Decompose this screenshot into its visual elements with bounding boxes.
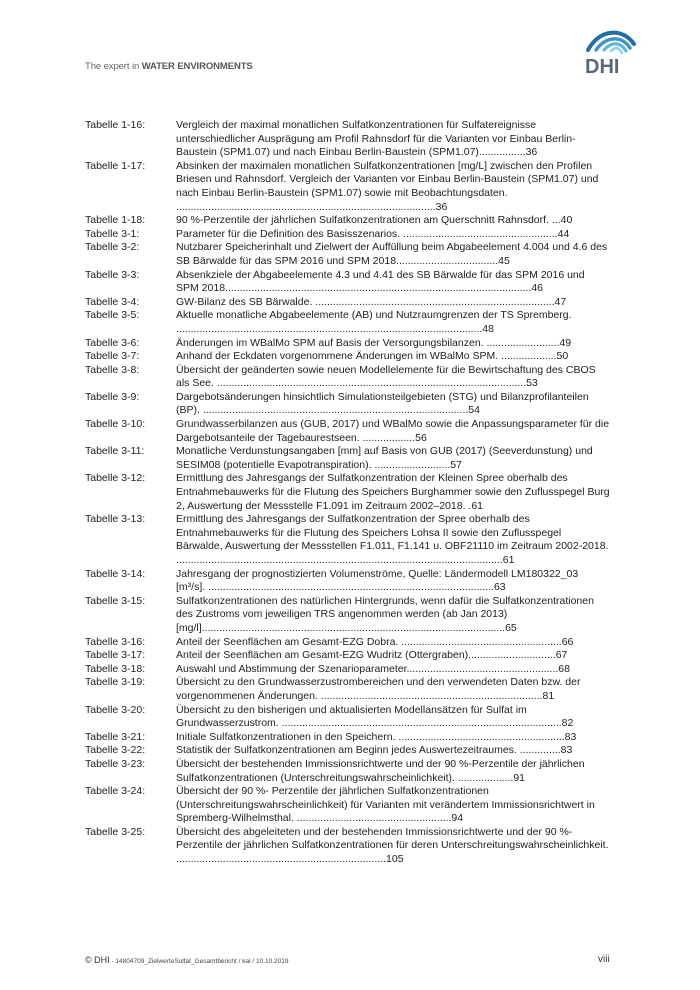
toc-entry-text: Vergleich der maximal monatlichen Sulfatkonzentrationen für Sulfatereignisse unterschiedlicher Ausprägung am Profil Rahnsdorf für die Varianten vor Einbau Berlin-Baustein (SPM1.07) und nach Einbau Berlin-Baustein (SPM1.07)................36 — [176, 119, 576, 159]
toc-entry-text: Übersicht zu den Grundwasserzustrombereichen und den verwendeten Daten bzw. der vorgenommenen Änderungen. ............................................................................81 — [176, 676, 581, 702]
header-tagline — [85, 61, 253, 72]
toc-entry-text: Nutzbarer Speicherinhalt und Zielwert der Auffüllung beim Abgabeelement 4.004 und 4.6 des SB Bärwalde für das SPM 2016 und SPM 2018...................................45 — [176, 241, 608, 267]
table-list — [85, 119, 610, 867]
toc-entry-number: Tabelle 3-16: — [85, 635, 146, 648]
toc-entry-number: Tabelle 1-18: — [85, 214, 146, 227]
toc-entry[interactable] — [85, 785, 610, 826]
toc-entry-number: Tabelle 3-1: — [85, 227, 140, 240]
toc-entry-text: GW-Bilanz des SB Bärwalde. ..................................................................................47 — [176, 295, 567, 308]
toc-entry[interactable] — [85, 296, 610, 310]
toc-entry-number: Tabelle 3-22: — [85, 744, 146, 757]
toc-entry-text: Übersicht zu den bisherigen und aktualisierten Modellansätzen für Sulfat im Grundwasserzustrom. ................................................................................................82 — [176, 703, 574, 730]
toc-entry-number: Tabelle 3-23: — [85, 757, 146, 770]
toc-entry[interactable] — [85, 391, 610, 418]
toc-entry-text: Statistik der Sulfatkonzentrationen am Beginn jedes Auswertezeitraumes. ..............83 — [176, 744, 573, 757]
toc-entry[interactable] — [85, 649, 610, 663]
toc-entry[interactable] — [85, 214, 610, 228]
toc-entry[interactable] — [85, 731, 610, 745]
toc-entry-text: Übersicht der bestehenden Immissionsrichtwerte und der 90 %-Perzentile der jährlichen Sulfatkonzentrationen (Unterschreitungswahrscheinlichkeit). ...................91 — [176, 757, 585, 784]
toc-entry-text: Anteil der Seenflächen am Gesamt-EZG Dobra. .......................................................66 — [176, 635, 574, 648]
toc-entry-text: Übersicht der 90 %- Perzentile der jährlichen Sulfatkonzentrationen (Unterschreitungswahrscheinlichkeit) für Varianten mit verändertem Immissionsrichtwert in Spremberg-Wilhelmsthal. .....................................................94 — [176, 785, 595, 825]
footer-info — [85, 955, 289, 965]
toc-entry-text: Anhand der Eckdaten vorgenommene Änderungen im WBalMo SPM. ...................50 — [176, 350, 569, 363]
footer-doc-info: - 14804709_ZielwerteSulfat_Gesamtbericht / kal / 10.10.2019 — [109, 958, 289, 965]
toc-entry-text: Aktuelle monatliche Abgabeelemente (AB) und Nutzraumgrenzen der TS Spremberg. .........................................................................................................48 — [176, 309, 572, 335]
tagline-bold: WATER ENVIRONMENTS — [141, 61, 253, 72]
toc-entry-number: Tabelle 3-14: — [85, 567, 146, 580]
toc-entry[interactable] — [85, 269, 610, 296]
toc-entry-text: Ermittlung des Jahresgangs der Sulfatkonzentration der Kleinen Spree oberhalb des Entnahmebauwerks für die Flutung des Speichers Burghammer sowie den Zuflusspegel Burg 2, Auswertung der Messstelle F1.091 im Zeitraum 2002–2018. .61 — [176, 472, 610, 512]
toc-entry-text: Übersicht des abgeleiteten und der bestehenden Immissionsrichtwerte und der 90 %-Perzentile der jährlichen Sulfatkonzentrationen für deren Unterschreitungswahrscheinlichkeit. ........................................................................105 — [176, 825, 609, 866]
toc-entry-number: Tabelle 3-19: — [85, 676, 146, 689]
toc-entry-number: Tabelle 3-6: — [85, 336, 140, 349]
toc-entry-number: Tabelle 3-4: — [85, 295, 140, 308]
toc-entry[interactable] — [85, 704, 610, 731]
toc-entry-text: Jahresgang der prognostizierten Volumenströme, Quelle: Ländermodell LM180322_03 [m³/s]. ..................................................................................................63 — [176, 567, 579, 594]
toc-entry-text: Initiale Sulfatkonzentrationen in den Speichern. .........................................................83 — [176, 730, 577, 743]
toc-entry-text: Monatliche Verdunstungsangaben [mm] auf Basis von GUB (2017) (Seeverdunstung) und SESIM08 (potentielle Evapotranspiration). ..........................57 — [176, 445, 593, 471]
toc-entry[interactable] — [85, 568, 610, 595]
toc-entry[interactable] — [85, 636, 610, 650]
toc-entry-text: Auswahl und Abstimmung der Szenarioparameter....................................................68 — [176, 662, 570, 675]
toc-entry-text: Sulfatkonzentrationen des natürlichen Hintergrunds, wenn dafür die Sulfatkonzentrationen des Zustroms vom jeweiligen TRS angenommen werden (ab Jan 2013) [mg/l]........................................................................................................65 — [176, 594, 594, 634]
toc-entry-number: Tabelle 3-3: — [85, 268, 140, 281]
toc-entry[interactable] — [85, 350, 610, 364]
toc-entry[interactable] — [85, 337, 610, 351]
toc-entry-number: Tabelle 1-16: — [85, 119, 146, 131]
toc-entry[interactable] — [85, 160, 610, 214]
toc-entry[interactable] — [85, 119, 610, 160]
toc-entry[interactable] — [85, 472, 610, 513]
logo-arc-1 — [588, 33, 634, 50]
toc-entry-number: Tabelle 3-5: — [85, 309, 140, 322]
toc-entry-number: Tabelle 3-20: — [85, 703, 146, 716]
toc-entry[interactable] — [85, 418, 610, 445]
toc-entry-text: Parameter für die Definition des Basisszenarios. .....................................................44 — [176, 227, 570, 240]
toc-entry-number: Tabelle 3-21: — [85, 730, 146, 743]
toc-entry-number: Tabelle 3-17: — [85, 649, 146, 662]
toc-entry-number: Tabelle 3-8: — [85, 363, 140, 376]
toc-entry-text: Übersicht der geänderten sowie neuen Modellelemente für die Bewirtschaftung des CBOS als See. ..........................................................................................................53 — [176, 363, 596, 390]
toc-entry-number: Tabelle 3-15: — [85, 594, 146, 607]
toc-entry[interactable] — [85, 595, 610, 636]
toc-entry-number: Tabelle 1-17: — [85, 159, 146, 172]
toc-entry-text: Ermittlung des Jahresgangs der Sulfatkonzentration der Spree oberhalb des Entnahmebauwerks für die Flutung des Speichers Lohsa II sowie den Zuflusspegel Bärwalde, Auswertung der Messstellen F1.011, F1.141 u. OBF21110 im Zeitraum 2002-2018. ................................................................................................................61 — [176, 513, 609, 566]
toc-entry-text: Änderungen im WBalMo SPM auf Basis der Versorgungsbilanzen. .........................49 — [176, 336, 572, 349]
toc-entry[interactable] — [85, 228, 610, 242]
toc-entry[interactable] — [85, 676, 610, 703]
toc-entry-number: Tabelle 3-18: — [85, 662, 146, 675]
toc-entry-text: Dargebotsänderungen hinsichtlich Simulationsteilgebieten (STG) und Bilanzprofilanteilen (BP). ...........................................................................................54 — [176, 390, 589, 417]
toc-entry-number: Tabelle 3-2: — [85, 241, 140, 254]
toc-entry[interactable] — [85, 241, 610, 268]
toc-entry-number: Tabelle 3-25: — [85, 825, 146, 838]
toc-entry-text: 90 %-Perzentile der jährlichen Sulfatkonzentrationen am Querschnitt Rahnsdorf. ...40 — [176, 214, 573, 227]
footer-copyright: © DHI — [85, 955, 110, 965]
toc-entry-text: Absinken der maximalen monatlichen Sulfatkonzentrationen [mg/L] zwischen den Profilen Briesen und Rahnsdorf. Vergleich der Varianten vor Einbau Berlin-Baustein (SPM1.07) und nach Einbau Berlin-Baustein (SPM1.07) sowie mit Beobachtungsdaten. .........................................................................................36 — [176, 159, 599, 213]
toc-entry-number: Tabelle 3-24: — [85, 785, 146, 798]
logo-text: DHI — [585, 56, 620, 76]
toc-entry[interactable] — [85, 513, 610, 567]
toc-entry-text: Grundwasserbilanzen aus (GUB, 2017) und WBalMo sowie die Anpassungsparameter für die Dargebotsanteile der Tagebaurestseen. ..................56 — [176, 418, 610, 444]
toc-entry-number: Tabelle 3-10: — [85, 418, 146, 431]
toc-entry-number: Tabelle 3-9: — [85, 390, 140, 403]
page-number: viii — [598, 954, 610, 965]
toc-entry-text: Anteil der Seenflächen am Gesamt-EZG Wudritz (Ottergraben)..............................67 — [176, 649, 568, 662]
dhi-logo — [578, 26, 636, 76]
toc-entry-number: Tabelle 3-7: — [85, 350, 140, 363]
toc-entry-number: Tabelle 3-12: — [85, 472, 146, 485]
toc-entry[interactable] — [85, 744, 610, 758]
toc-entry[interactable] — [85, 826, 610, 867]
toc-entry-number: Tabelle 3-13: — [85, 513, 146, 526]
toc-entry-number: Tabelle 3-11: — [85, 445, 145, 458]
toc-entry[interactable] — [85, 309, 610, 336]
toc-entry[interactable] — [85, 364, 610, 391]
toc-entry-text: Absenkziele der Abgabeelemente 4.3 und 4.41 des SB Bärwalde für das SPM 2016 und SPM 2018.........................................................................................................46 — [176, 268, 585, 295]
toc-entry[interactable] — [85, 445, 610, 472]
toc-entry[interactable] — [85, 663, 610, 677]
tagline-prefix: The expert in — [85, 61, 142, 72]
toc-entry[interactable] — [85, 758, 610, 785]
logo-arc-4 — [611, 48, 622, 53]
